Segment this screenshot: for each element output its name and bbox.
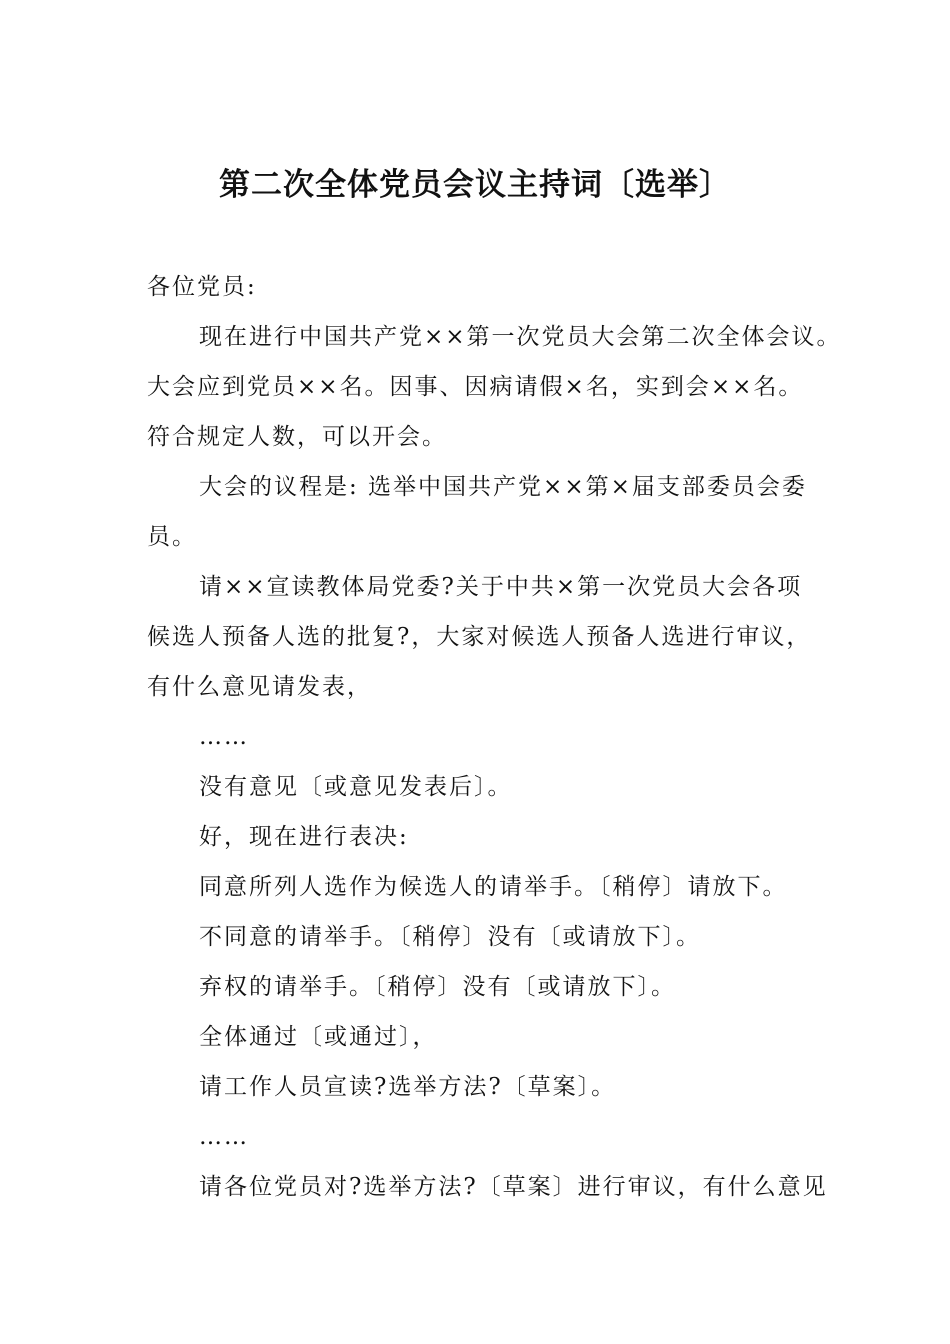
paragraph-line: 现在进行中国共产党××第一次党员大会第二次全体会议。 [199, 324, 842, 350]
paragraph-line: 符合规定人数，可以开会。 [147, 424, 447, 450]
paragraph-line: 弃权的请举手。〔稍停〕没有〔或请放下〕。 [199, 974, 676, 1000]
paragraph-line: 全体通过〔或通过〕， [199, 1024, 438, 1050]
ellipsis-line: …… [199, 1124, 249, 1150]
document-title: 第二次全体党员会议主持词〔选举〕 [219, 167, 731, 203]
paragraph-line: 有什么意见请发表， [147, 674, 372, 700]
paragraph-line: 大会的议程是: 选举中国共产党××第×届支部委员会委 [199, 474, 807, 500]
document-body [147, 262, 847, 1212]
paragraph-line: 员。 [147, 524, 197, 550]
paragraph-line: 没有意见〔或意见发表后〕。 [199, 774, 513, 800]
paragraph-line: 请××宣读教体局党委?关于中共×第一次党员大会各项 [199, 574, 803, 600]
paragraph-line: 不同意的请举手。〔稍停〕没有〔或请放下〕。 [199, 924, 701, 950]
paragraph-line: 同意所列人选作为候选人的请举手。〔稍停〕请放下。 [199, 874, 788, 900]
paragraph-line: 请各位党员对?选举方法?〔草案〕进行审议，有什么意见 [199, 1174, 828, 1200]
salutation-line: 各位党员: [147, 274, 257, 300]
paragraph-line: 大会应到党员××名。因事、因病请假×名，实到会××名。 [147, 374, 804, 400]
paragraph-line: 候选人预备人选的批复?，大家对候选人预备人选进行审议， [147, 624, 812, 650]
ellipsis-line: …… [199, 724, 249, 750]
paragraph-line: 好，现在进行表决: [199, 824, 409, 850]
paragraph-line: 请工作人员宣读?选举方法?〔草案〕。 [199, 1074, 617, 1100]
